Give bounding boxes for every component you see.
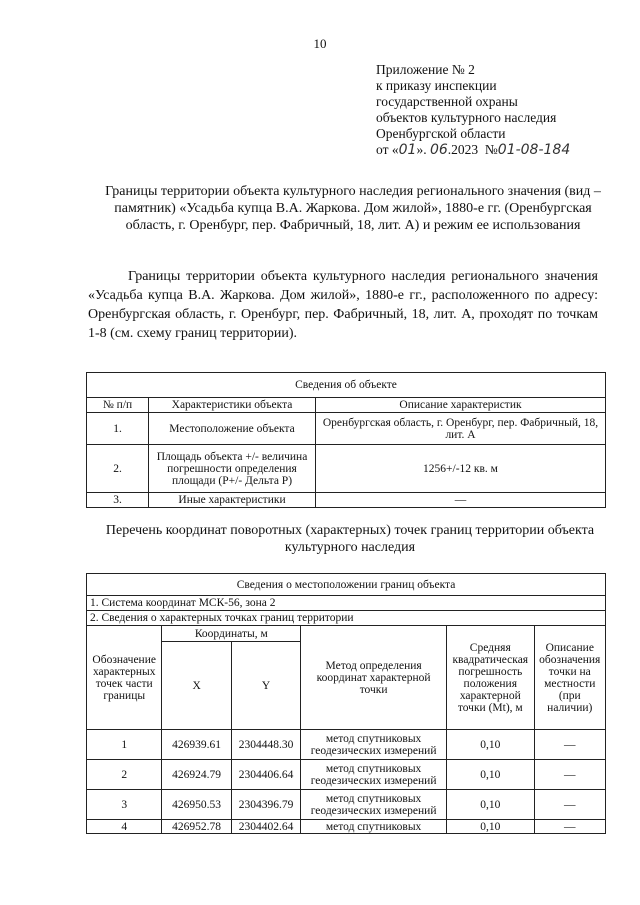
page-number: 10	[313, 36, 327, 51]
table-cell: 0,10	[447, 790, 535, 820]
table-cell: —	[534, 790, 605, 820]
coordinates-heading: Перечень координат поворотных (характерных) точек границ территории объекта культурного наследия	[105, 523, 595, 555]
table-cell: Оренбургская область, г. Оренбург, пер. Фабричный, 18, лит. А	[316, 413, 606, 445]
appendix-block	[376, 62, 570, 158]
document-title: Границы территории объекта культурного наследия регионального значения (вид – памятник) «Усадьба купца В.А. Жаркова. Дом жилой», 1880-е гг. (Оренбургская область, г. Оренбург, пер. Фабричный, 18, лит. А) и режим ее использования	[105, 184, 601, 233]
table-cell: 426952.78	[162, 820, 231, 834]
table-cell: 1256+/-12 кв. м	[316, 445, 606, 493]
table-cell: —	[534, 760, 605, 790]
table-cell: метод спутниковых геодезических измерений	[301, 790, 447, 820]
points-info: 2. Сведения о характерных точках границ территории	[87, 611, 606, 626]
table-cell: —	[534, 730, 605, 760]
table-cell: 1	[87, 730, 162, 760]
table-cell: 0,10	[447, 760, 535, 790]
header-error: Средняя квадратическая погрешность положения характерной точки (Mt), м	[447, 626, 535, 730]
table-row	[87, 730, 606, 760]
table-cell: —	[534, 820, 605, 834]
appendix-line: Оренбургской области	[376, 126, 506, 141]
table-cell: 426950.53	[162, 790, 231, 820]
appendix-date-line	[376, 142, 570, 158]
date-month: 06	[429, 142, 448, 158]
table-cell: метод спутниковых геодезических измерений	[301, 760, 447, 790]
appendix-line: государственной охраны	[376, 94, 518, 109]
header-y: Y	[231, 642, 300, 730]
date-sep: ».	[416, 142, 427, 157]
object-info-table	[86, 372, 606, 508]
header-x: X	[162, 642, 231, 730]
coordinate-system: 1. Система координат МСК-56, зона 2	[87, 596, 606, 611]
table-caption: Сведения об объекте	[87, 373, 606, 398]
table-cell: 2304402.64	[231, 820, 300, 834]
header-designation: Обозначение характерных точек части границы	[87, 626, 162, 730]
header-method: Метод определения координат характерной точки	[301, 626, 447, 730]
appendix-line: объектов культурного наследия	[376, 110, 557, 125]
date-day: 01	[398, 142, 417, 158]
table-cell: 2	[87, 760, 162, 790]
table-cell: 426924.79	[162, 760, 231, 790]
table-header: Характеристики объекта	[149, 398, 316, 413]
table-cell: 426939.61	[162, 730, 231, 760]
table-cell: 2304448.30	[231, 730, 300, 760]
table-header: Описание характеристик	[316, 398, 606, 413]
table-cell: 0,10	[447, 820, 535, 834]
table-cell: 2304396.79	[231, 790, 300, 820]
date-year: .2023	[447, 142, 479, 157]
date-prefix: от «	[376, 142, 399, 157]
coordinates-table	[86, 573, 606, 834]
table-header: № п/п	[87, 398, 149, 413]
table-cell: 2304406.64	[231, 760, 300, 790]
table-row	[87, 820, 606, 834]
table-caption: Сведения о местоположении границ объекта	[87, 574, 606, 596]
appendix-line: Приложение № 2	[376, 62, 475, 77]
table-cell: метод спутниковых геодезических измерений	[301, 730, 447, 760]
boundary-paragraph: Границы территории объекта культурного наследия регионального значения «Усадьба купца В.А. Жаркова. Дом жилой», 1880-е гг., расположенного по адресу: Оренбургская область, г. Оренбург, пер. Фабричный, 18, лит. А, проходят по точкам 1-8 (см. схему границ территории).	[88, 269, 598, 341]
table-cell: метод спутниковых	[301, 820, 447, 834]
table-cell: Местоположение объекта	[149, 413, 316, 445]
header-description: Описание обозначения точки на местности (при наличии)	[534, 626, 605, 730]
table-row	[87, 760, 606, 790]
number-prefix: №	[484, 142, 498, 157]
appendix-line: к приказу инспекции	[376, 78, 497, 93]
table-cell: 4	[87, 820, 162, 834]
table-cell: 3.	[87, 493, 149, 508]
table-cell: 1.	[87, 413, 149, 445]
header-coordinates: Координаты, м	[162, 626, 301, 642]
table-cell: 3	[87, 790, 162, 820]
table-cell: 0,10	[447, 730, 535, 760]
order-number: 01-08-184	[497, 142, 571, 158]
table-cell: Площадь объекта +/- величина погрешности определения площади (Р+/- Дельта Р)	[149, 445, 316, 493]
table-cell: 2.	[87, 445, 149, 493]
table-row	[87, 790, 606, 820]
table-cell: Иные характеристики	[149, 493, 316, 508]
table-cell: —	[316, 493, 606, 508]
